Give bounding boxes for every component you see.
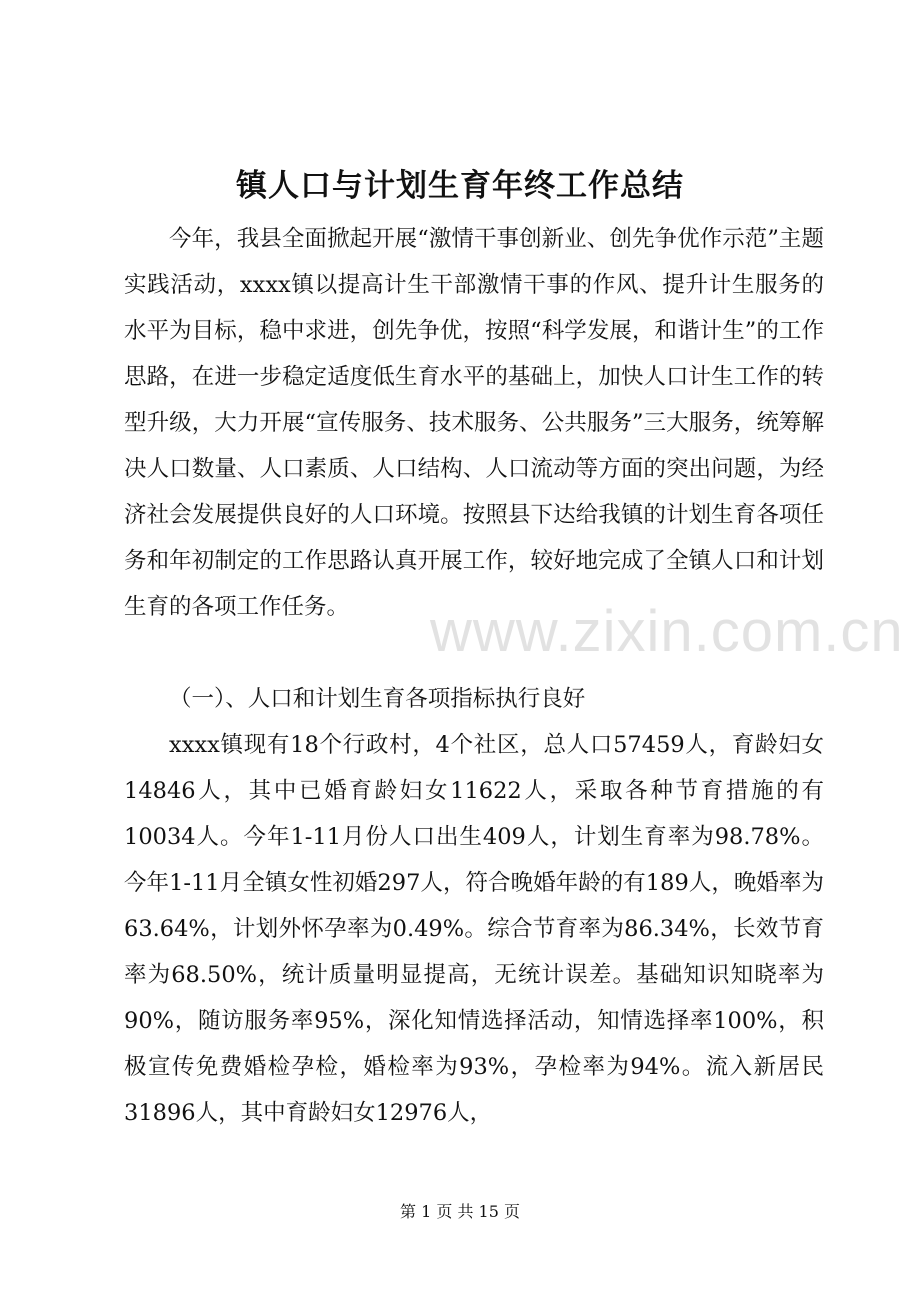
intro-paragraph: 今年，我县全面掀起开展“激情干事创新业、创先争优作示范”主题实践活动，xxxx镇以提高计生干部激情干事的作风、提升计生服务的水平为目标，稳中求进，创先争优，按照“科学发展，和谐计生”的工作思路，在进一步稳定适度低生育水平的基础上，加快人口计生工作的转型升级，大力开展“宣传服务、技术服务、公共服务”三大服务，统筹解决人口数量、人口素质、人口结构、人口流动等方面的突出问题，为经济社会发展提供良好的人口环境。按照县下达给我镇的计划生育各项任务和年初制定的工作思路认真开展工作，较好地完成了全镇人口和计划生育的各项工作任务。 [124,226,824,620]
document-title: 镇人口与计划生育年终工作总结 [236,168,684,204]
section-heading: （一）、人口和计划生育各项指标执行良好 [169,686,586,712]
page-number-footer: 第 1 页 共 15 页 [400,1202,520,1221]
statistics-paragraph: xxxx镇现有18个行政村，4个社区，总人口57459人，育龄妇女14846人，其中已婚育龄妇女11622人，采取各种节育措施的有10034人。今年1-11月份人口出生409人，计划生育率为98.78%。今年1-11月全镇女性初婚297人，符合晚婚年龄的有189人，晚婚率为63.64%，计划外怀孕率为0.49%。综合节育率为86.34%，长效节育率为68.50%，统计质量明显提高，无统计误差。基础知识知晓率为90%，随访服务率95%，深化知情选择活动，知情选择率100%，积极宣传免费婚检孕检，婚检率为93%，孕检率为94%。流入新居民31896人，其中育龄妇女12976人， [124,732,824,1126]
site-watermark: www.zixin.com.cn [430,599,904,664]
